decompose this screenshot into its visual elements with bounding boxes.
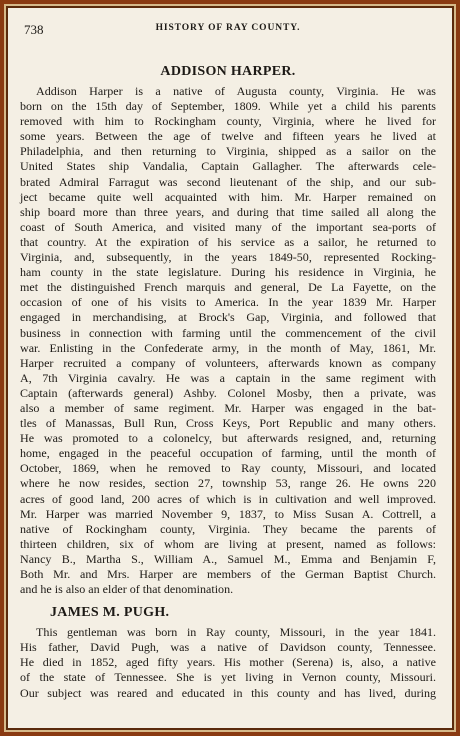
text-line: home, engaged in the peaceful occupation of farming, until the month of [20,446,436,461]
text-line: met the distinguished French marquis and general, De La Fayette, on the [20,280,436,295]
text-line: Addison Harper is a native of Augusta county, Virginia. He was [36,84,436,98]
text-line: acres of good land, 200 acres of which is in cultivation and well improved. [20,491,436,506]
text-line: ship board more than three years, and during that time sailed all along the [20,204,436,219]
text-line: Nancy B., Martha S., William A., Samuel M., Emma and Benjamin F, [20,551,436,566]
text-line: His father, David Pugh, was a native of Davidson county, Tennessee. [20,640,436,655]
text-line: that country. At the expiration of his service as a sailor, he returned to [20,234,436,249]
text-line: removed with him to Rockingham county, Virginia, where he lived for [20,114,436,129]
text-line: He died in 1852, aged fifty years. His mother (Serena) is, also, a native [20,655,436,670]
text-line: October, 1869, when he removed to Ray county, Missouri, and located [20,461,436,476]
biography-james-pugh [20,625,436,700]
section-heading-addison-harper: ADDISON HARPER. [160,64,296,79]
text-line: Mr. Harper was married November 9, 1837, to Miss Susan A. Cottrell, a [20,506,436,521]
running-title: HISTORY OF RAY COUNTY. [155,23,301,33]
text-line: some years. Between the age of twelve and fifteen years he lived at [20,129,436,144]
text-line: thirteen children, six of whom are living at present, named as follows: [20,536,436,551]
running-head [20,22,436,38]
text-line: born on the 15th day of September, 1809. While yet a child his parents [20,99,436,114]
text-line: Both Mr. and Mrs. Harper are members of the German Baptist Church. [20,567,436,581]
text-line: coast of South America, and visited many of the important sea-ports of [20,219,436,234]
text-line: business in connection with farming until the commencement of the civil [20,325,436,340]
text-line: engaged in merchandising, at Brock's Gap, Virginia, and followed that [20,310,436,325]
text-line: native of Rockingham county, Virginia. They became the parents of [20,521,436,536]
text-line: tles of Manassas, Bull Run, Cross Keys, Port Republic and many others. [20,416,436,431]
text-line: also a member of same regiment. Mr. Harper was engaged in the bat- [20,400,436,415]
text-line: He was promoted to a colonelcy, but afterwards resigned, and, returning [20,431,436,446]
page-number: 738 [24,22,44,37]
text-line: Harper recruited a company of volunteers, afterwards known as company [20,355,436,370]
biography-addison-harper [20,84,436,597]
text-line: where he now resides, section 27, township 53, range 26. He owns 220 [20,476,436,491]
text-line: United States ship Vandalia, Captain Gallagher. The afterwards cele- [20,159,436,174]
text-line: Our subject was reared and educated in this county and has lived, during [20,685,436,700]
text-line: brated Admiral Farragut was second lieutenant of the ship, and our sub- [20,174,436,189]
text-line: ham county in the state legislature. During his residence in Virginia, he [20,265,436,280]
text-line: Virginia, and, subsequently, in the years 1849-50, represented Rocking- [20,250,436,265]
text-line: Captain (afterwards general) Ashby. Colonel Mosby, then a private, was [20,385,436,400]
text-line: ject became quite well acquainted with him. Mr. Harper remained on [20,189,436,204]
text-line: war. Enlisting in the Confederate army, in the month of May, 1861, Mr. [20,340,436,355]
book-page [20,22,436,701]
text-line: occasion of one of his visits to America. In the year 1839 Mr. Harper [20,295,436,310]
text-line: and he is also an elder of that denomination. [20,582,234,597]
text-line: A, 7th Virginia cavalry. He was a captain in the same regiment with [20,370,436,385]
text-line: Philadelphia, and then returning to Virginia, shipped as a sailor on the [20,144,436,159]
section-heading-james-pugh: JAMES M. PUGH. [50,605,170,621]
text-line: This gentleman was born in Ray county, Missouri, in the year 1841. [36,625,436,640]
text-line: of the state of Tennessee. She is yet living in Vernon county, Missouri. [20,670,436,685]
